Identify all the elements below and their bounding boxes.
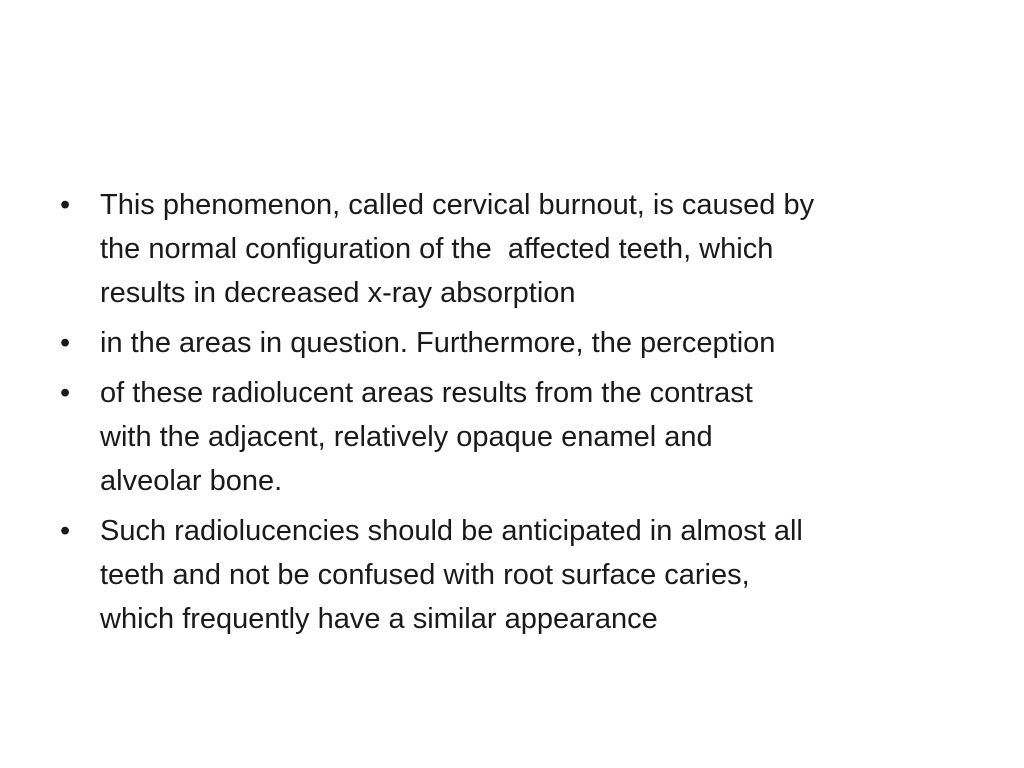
bullet-list: [58, 183, 978, 647]
bullet-line: This phenomenon, called cervical burnout, is caused by: [100, 189, 815, 221]
bullet-line: the normal configuration of the affected teeth, which: [100, 233, 774, 265]
bullet-item-1: [58, 183, 978, 315]
bullet-line: alveolar bone.: [100, 465, 283, 497]
bullet-line: which frequently have a similar appearance: [100, 603, 658, 635]
bullet-item-4: [58, 509, 978, 641]
bullet-marker: •: [60, 327, 71, 359]
bullet-marker: •: [60, 377, 71, 409]
bullet-item-3: [58, 371, 978, 503]
bullet-item-2: [58, 321, 978, 365]
bullet-line: teeth and not be confused with root surface caries,: [100, 559, 750, 591]
bullet-marker: •: [60, 515, 71, 547]
bullet-line: of these radiolucent areas results from the contrast: [100, 377, 753, 409]
bullet-line: Such radiolucencies should be anticipated in almost all: [100, 515, 803, 547]
bullet-line: in the areas in question. Furthermore, the perception: [100, 327, 776, 359]
bullet-line: results in decreased x-ray absorption: [100, 277, 576, 309]
bullet-line: with the adjacent, relatively opaque enamel and: [100, 421, 713, 453]
bullet-marker: •: [60, 189, 71, 221]
